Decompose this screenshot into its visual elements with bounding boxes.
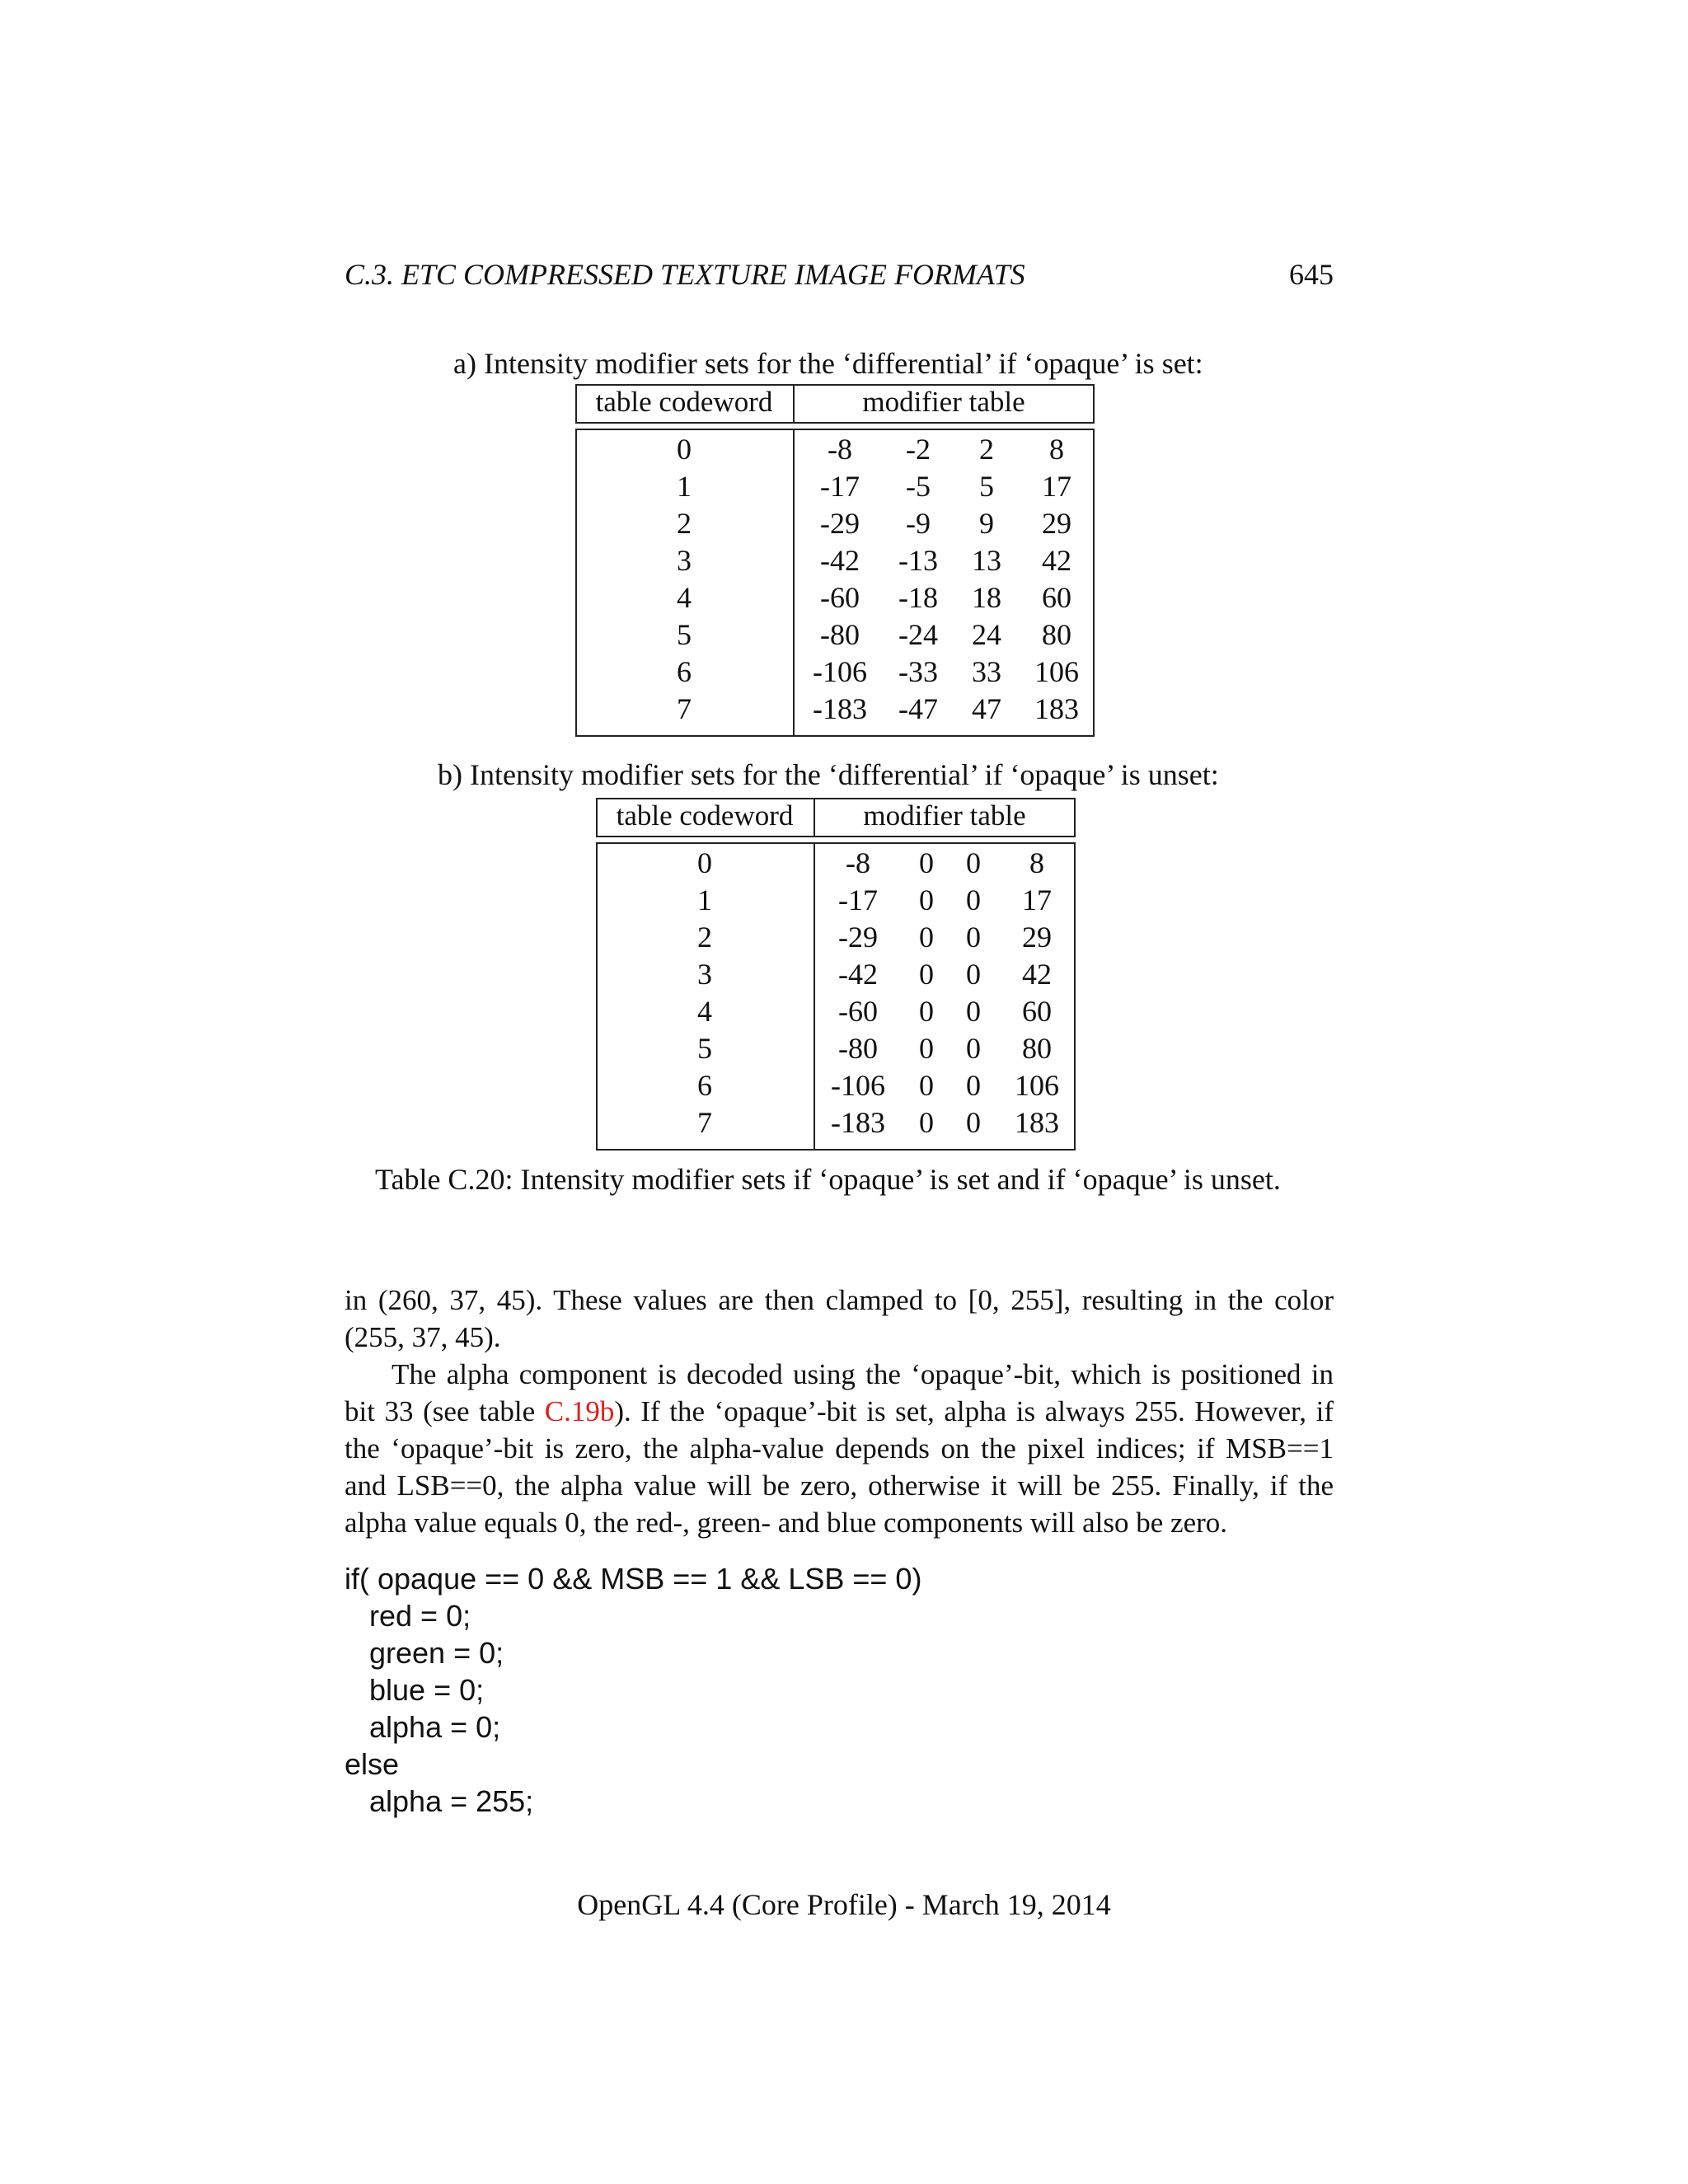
table-modifier-cell: 0 xyxy=(919,846,934,879)
table-codeword-cell: 2 xyxy=(697,921,712,954)
table-modifier-cell: -42 xyxy=(820,544,860,577)
table-modifier-cell: -5 xyxy=(906,470,931,503)
table-modifier-cell: 0 xyxy=(966,1106,981,1139)
table-modifier-cell: 0 xyxy=(919,1106,934,1139)
paragraph-continuation: in (260, 37, 45). These values are then clamped to [0, 255], resulting in the color (255, 37, 45). xyxy=(345,1284,1334,1353)
table-modifier-cell: 5 xyxy=(979,470,994,503)
table-modifier-cell: -106 xyxy=(831,1069,885,1102)
table-modifier-cell: 18 xyxy=(972,581,1001,614)
code-line: alpha = 0; xyxy=(345,1710,501,1744)
running-header xyxy=(345,257,1334,298)
paragraph-alpha xyxy=(345,1356,1334,1541)
table-modifier-cell: 183 xyxy=(1015,1106,1059,1139)
table-modifier-cell: -9 xyxy=(906,507,931,540)
table-modifier-cell: 29 xyxy=(1042,507,1071,540)
code-line: green = 0; xyxy=(345,1636,504,1670)
table-modifier-cell: 0 xyxy=(919,1069,934,1102)
table-modifier-cell: -13 xyxy=(898,544,938,577)
table-modifier-cell: 60 xyxy=(1042,581,1071,614)
table-codeword-cell: 5 xyxy=(677,618,692,651)
table-modifier-cell: 0 xyxy=(966,1032,981,1065)
table-modifier-cell: 0 xyxy=(919,921,934,954)
code-block xyxy=(345,1560,921,1820)
table-modifier-cell: 0 xyxy=(966,1069,981,1102)
table-modifier-cell: 60 xyxy=(1022,995,1052,1028)
table-modifier-cell: -18 xyxy=(898,581,938,614)
table-codeword-cell: 7 xyxy=(677,692,692,725)
table-modifier-cell: 0 xyxy=(966,921,981,954)
table-modifier-cell: -8 xyxy=(828,433,852,466)
table-codeword-cell: 3 xyxy=(677,544,692,577)
table-modifier-cell: 47 xyxy=(972,692,1001,725)
table-modifier-cell: 42 xyxy=(1022,958,1052,991)
table-modifier-cell: -106 xyxy=(813,655,867,688)
code-line: blue = 0; xyxy=(345,1673,485,1707)
table-modifier-cell: -17 xyxy=(820,470,860,503)
page-footer: OpenGL 4.4 (Core Profile) - March 19, 2014 xyxy=(577,1888,1111,1921)
table-modifier-cell: 42 xyxy=(1042,544,1071,577)
table-caption: Table C.20: Intensity modifier sets if ‘opaque’ is set and if ‘opaque’ is unset. xyxy=(375,1163,1281,1196)
table-codeword-cell: 5 xyxy=(697,1032,712,1065)
table-modifier-cell: 24 xyxy=(972,618,1001,651)
code-line: else xyxy=(345,1747,400,1781)
table-modifier-cell: 106 xyxy=(1015,1069,1059,1102)
table-codeword-cell: 4 xyxy=(677,581,692,614)
table-modifier-cell: -33 xyxy=(898,655,938,688)
table-modifier-cell: -183 xyxy=(831,1106,885,1139)
table-modifier-cell: 17 xyxy=(1042,470,1071,503)
table-modifier-cell: -29 xyxy=(838,921,878,954)
table-modifier-cell: 17 xyxy=(1022,883,1052,916)
table-modifier-cell: 0 xyxy=(966,846,981,879)
section-title: C.3. ETC COMPRESSED TEXTURE IMAGE FORMATS xyxy=(345,258,1025,291)
table-codeword-cell: 3 xyxy=(697,958,712,991)
table-modifier-cell: -17 xyxy=(838,883,878,916)
table-modifier-cell: -80 xyxy=(820,618,860,651)
table-modifier-cell: 2 xyxy=(979,433,994,466)
table-modifier-cell: 13 xyxy=(972,544,1001,577)
table-modifier-cell: -42 xyxy=(838,958,878,991)
table-codeword-cell: 1 xyxy=(677,470,692,503)
table-modifier-cell: -24 xyxy=(898,618,938,651)
table-codeword-cell: 0 xyxy=(677,433,692,466)
table-modifier-cell: -60 xyxy=(820,581,860,614)
table-modifier-cell: 8 xyxy=(1049,433,1064,466)
table-codeword-cell: 1 xyxy=(697,883,712,916)
table-codeword-cell: 7 xyxy=(697,1106,712,1139)
table-modifier-cell: -60 xyxy=(838,995,878,1028)
column-header-codeword: table codeword xyxy=(616,799,794,832)
table-modifier-cell: 33 xyxy=(972,655,1001,688)
column-header-modifier: modifier table xyxy=(863,799,1026,832)
table-modifier-cell: 0 xyxy=(919,995,934,1028)
table-modifier-cell: 0 xyxy=(919,958,934,991)
code-line: if( opaque == 0 && MSB == 1 && LSB == 0) xyxy=(345,1562,922,1596)
code-line: alpha = 255; xyxy=(345,1784,534,1818)
table-modifier-cell: -47 xyxy=(898,692,938,725)
table-modifier-cell: 0 xyxy=(966,958,981,991)
table-modifier-cell: 9 xyxy=(979,507,994,540)
table-modifier-cell: -29 xyxy=(820,507,860,540)
table-modifier-cell: 0 xyxy=(966,883,981,916)
table-codeword-cell: 0 xyxy=(697,846,712,879)
table-modifier-cell: 29 xyxy=(1022,921,1052,954)
paragraph-alpha-text-2: ). If the ‘opaque’-bit is set, alpha is always 255. However, if the ‘opaque’-bit is zero, the alpha-value depends on the pixel indices; if MSB==1 and LSB==0, the alpha value will be zero, otherwise it will be 255. Finally, if the alpha value equals 0, the red-, green- and blue components will also be zero. xyxy=(345,1395,1334,1539)
table-modifier-cell: -183 xyxy=(813,692,867,725)
paragraph-alpha-text-1: The alpha component is decoded using the ‘opaque’-bit, which is positioned in bit 33 (see table xyxy=(345,1358,1334,1427)
table-codeword-cell: 4 xyxy=(697,995,712,1028)
table-modifier-cell: 80 xyxy=(1022,1032,1052,1065)
table-modifier-cell: 8 xyxy=(1029,846,1044,879)
code-line: red = 0; xyxy=(345,1599,471,1633)
table-modifier-cell: -80 xyxy=(838,1032,878,1065)
table-modifier-cell: -8 xyxy=(846,846,870,879)
table-codeword-cell: 6 xyxy=(677,655,692,688)
table-modifier-cell: -2 xyxy=(906,433,931,466)
table-codeword-cell: 6 xyxy=(697,1069,712,1102)
table-codeword-cell: 2 xyxy=(677,507,692,540)
table-b-caption: b) Intensity modifier sets for the ‘differential’ if ‘opaque’ is unset: xyxy=(438,758,1219,791)
table-modifier-cell: 183 xyxy=(1034,692,1079,725)
column-header-modifier: modifier table xyxy=(862,386,1025,418)
table-reference-link[interactable]: C.19b xyxy=(544,1395,615,1427)
page-number: 645 xyxy=(1289,258,1334,291)
table-modifier-cell: 0 xyxy=(919,883,934,916)
column-header-codeword: table codeword xyxy=(595,386,773,418)
table-modifier-cell: 80 xyxy=(1042,618,1071,651)
table-modifier-cell: 0 xyxy=(919,1032,934,1065)
table-modifier-cell: 0 xyxy=(966,995,981,1028)
table-modifier-cell: 106 xyxy=(1034,655,1079,688)
table-a-caption: a) Intensity modifier sets for the ‘differential’ if ‘opaque’ is set: xyxy=(453,347,1203,380)
